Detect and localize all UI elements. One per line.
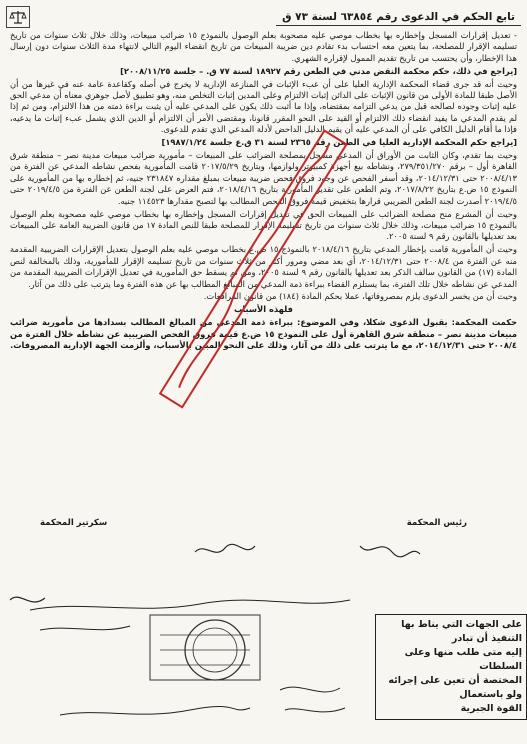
paragraph: وحيث أنه قد جرى قضاء المحكمة الإدارية العليا على أن عبء الإثبات في المنازعة الإدارية لا يخرج في أصله وكقاعدة عامة عنه في غيرها من أن الأصل طبقا للمادة الأولى من قانون الإثبات على الدائن إثبات الالتزام وعلى المدين إثبات التخلص منه، وهو تطبيق لأصل جوهري معناه أن مدعي الحق عليه إثبات وجوده لصالحه قبل من يدعي التزامه بمقتضاه، وإذا ما أثبت ذلك يكون على المدعي عليه أن يثبت براءة ذمته من هذا الالتزام، ومن ثم إذا لم يقدم المدعي ما يفيد انقضاء ذلك الالتزام أو القيد على النحو المقرر قانونا، ومقتضى الأمر أن الالتزام أو الدين الذي يشمل عبء إثبات ما يدعيه، فإذا ما أقام الدليل الكافي على أن المدعي عليه أن يقيم الدليل الداحض لأدلة المدعي الذي تقدم للدعوى. <box>10 78 517 135</box>
president-signature <box>407 518 467 528</box>
president-label: رئيس المحكمة <box>406 518 467 528</box>
paragraph: وحيث أن من يخسر الدعوى يلزم بمصروفاتها، عملا بحكم المادة (١٨٤) من قانون المرافعات. <box>203 291 517 302</box>
paragraph: وحيث أن المأمورية قامت بإخطار المدعي بتاريخ ٢٠١٨/٤/١٦ بالنموذج ١٥ ض.ع بخطاب موصي عليه بعلم الوصول بتعديل الإقرارات الضريبية المقدمة منه عن الفترة من ٢٠٠٨/٤ حتى ٢٠١٤/١٢/٣١، أي بعد مضي ومرور أكثر من ثلاث سنوات من تاريخ تسليمه الإقرار للمأمورية، وذلك بالمخالفة لنص المادة (١٧) من القانون سالف الذكر بعد تعديلها بالقانون رقم ٩ لسنة ٢٠٠٥، ومن ثم يسقط حق المأمورية في تعديل الإقرارات الضريبية المقدمة من المدعي عن نشاطه خلال تلك الفترة، بما يستلزم القضاء ببراءة ذمة المدعي من المبالغ المطالب بها عن هذه الفترة وما يترتب على ذلك من آثار. <box>10 244 518 289</box>
paragraph: - تعديل إقرارات المسجل وإخطاره بها بخطاب موصي عليه مصحوبة بعلم الوصول بالنموذج ١٥ ضرائب مبيعات، وذلك خلال ثلاث سنوات من تاريخ تسليمه الإقرار للمصلحة، بما يتعين معه احتساب بدء تقادم دين ضريبة المبيعات من تاريخ انقضاء اليوم التالي لانتهاء مدة الثلاث سنوات دون إرسال هذا الإخطار، وأن يحتسب من تاريخ تقديم الممول لإقراره الشهري. <box>10 30 517 63</box>
secretary-signature <box>40 518 107 528</box>
paragraph: وحيث بما تقدم، وكان الثابت من الأوراق أن المدعي مسجل بمصلحة الضرائب على المبيعات – مأمورية ضرائب مبيعات مدينة نصر – منطقة شرق القاهرة أول – برقم ٢٧٩/٣٥١/٢٧٠، ونشاطه بيع أجهزة كمبيوتر ولوازمها، وبتاريخ ٢٠١٧/٥/٢٩ قامت المأمورية بفحص نشاطه المدعي عن الفترة من ٢٠٠٨/٤/١٣ حتى ٢٠١٤/١٢/٣١، وقد أسفر الفحص عن وجود فروق فحص ضريبة مبيعات بمبلغ مقداره ٢٣١٨٤٧ جنيه، ثم إخطاره بها من المأمورية على النموذج ١٥ ض.ع بتاريخ ٢٠١٧/٨/٢٢، وتم الطعن على تقدير المأمورية بتاريخ ٢٠١٨/٤/١٦، فتم العرض على لجنة الطعن عن الفترة من ٢٠١٩/٤/٥ حتى ٢٠١٩/٤/٥ أصدرت لجنة الطعن الضريبي قرارها بتخفيض قيمة فروق الفحص المطالب بها لتصبح مقدارها ١١٤٥٢٣ جنيه. <box>10 150 518 206</box>
citation-paragraph: [يراجع حكم المحكمة الإدارية العليا في الطعن رقم ٢٣٦٥ لسنة ٣١ ق.ع جلسة ١٩٨٧/١/٢٤] <box>161 137 517 148</box>
notice-line: المختصة أن تعين على إجرائه ولو باستعمال <box>388 675 522 700</box>
justice-scale-icon <box>6 6 30 28</box>
secretary-label: سكرتير المحكمة <box>40 518 108 528</box>
section-heading: فلهذه الأسباب <box>234 304 293 315</box>
notice-line: القوة الجبرية <box>460 703 522 714</box>
notice-line: إليه متى طلب منها وعلى السلطات <box>404 647 522 672</box>
document-header <box>6 6 521 28</box>
red-stamp-icon <box>110 60 400 480</box>
page-title: تابع الحكم في الدعوى رقم ٦٣٨٥٤ لسنة ٧٣ ق <box>276 9 521 26</box>
notice-line: على الجهات التي يناط بها التنفيذ أن تبادر <box>401 619 522 644</box>
execution-notice-stamp <box>375 614 527 720</box>
ruling-paragraph: حكمت المحكمة: بقبول الدعوى شكلا، وفي الموضوع: ببراءة ذمة المدعي من المبالغ المطالب بسدادها من مأمورية ضرائب مبيعات مدينة نصر – منطقة شرق القاهرة أول على النموذج ١٥ ض.ع قيمة فروق الفحص الضريبية عن نشاطه خلال الفترة من ٢٠٠٨/٤ حتى ٢٠١٤/١٢/٣١، مع ما يترتب على ذلك من آثار، وذلك على النحو المبين بالأسباب، وألزمت الجهة الإدارية المصروفات. <box>10 317 517 351</box>
citation-paragraph: [يراجع في ذلك، حكم محكمة النقض مدني في الطعن رقم ١٨٩٢٧ لسنة ٧٧ ق. – جلسة ٢٠٠٨/١١/٢٥] <box>120 65 517 76</box>
paragraph: وحيث أن المشرع منح مصلحة الضرائب على المبيعات الحق في تعديل إقرارات المسجل وإخطاره بها بخطاب موصي عليه مصحوبة بعلم الوصول بالنموذج ١٥ ضرائب مبيعات، وذلك خلال ثلاث سنوات من تاريخ تسليمه الإقرار للمصلحة طبقا للنص المادة ١٧ من قانون الضريبة العامة على المبيعات بعد تعديلها بالقانون رقم ٩ لسنة ٢٠٠٥. <box>10 208 518 242</box>
